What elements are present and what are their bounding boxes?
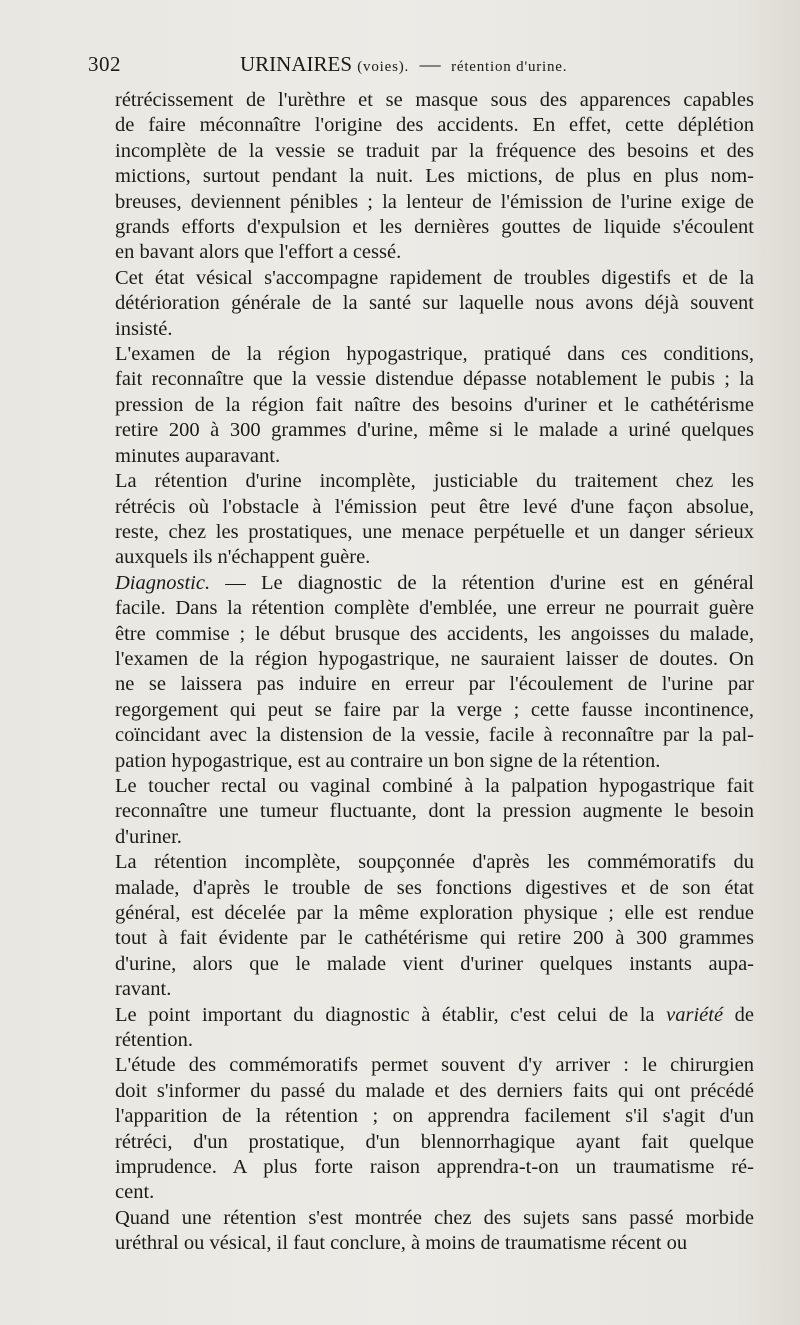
- italic-term: variété: [666, 1003, 724, 1026]
- page-header: [88, 50, 756, 82]
- text-run: rétention.: [115, 1029, 193, 1052]
- paragraph: [88, 571, 754, 774]
- text-line: rétrécis où l'obstacle à l'émission peut être levé d'une façon absolue,: [115, 495, 754, 518]
- text-line: doit s'informer du passé du malade et des derniers faits qui ont précédé: [115, 1079, 754, 1102]
- text-line: général, est décelée par la même exploration physique ; elle est rendue: [115, 902, 754, 924]
- text-line: de faire méconnaître l'origine des accidents. En effet, cette déplétion: [115, 114, 754, 137]
- text-line: [88, 571, 754, 596]
- text-line: minutes auparavant.: [115, 444, 281, 467]
- text-line: tout à fait évidente par le cathétérisme qui retire 200 à 300 grammes: [115, 927, 754, 950]
- text-line: l'apparition de la rétention ; on apprendra facilement s'il s'agit d'un: [115, 1105, 754, 1128]
- paragraph: [88, 850, 754, 1002]
- paragraph: [88, 342, 754, 469]
- text-line: fait reconnaître que la vessie distendue dépasse notablement le pubis ; la: [115, 368, 754, 391]
- text-line: Le toucher rectal ou vaginal combiné à la palpation hypogastrique fait: [115, 774, 754, 797]
- text-line: La rétention d'urine incomplète, justiciable du traitement chez les: [115, 470, 754, 493]
- paragraph: [88, 774, 754, 850]
- text-run: — Le diagnostic de la rétention d'urine est en général: [210, 571, 754, 594]
- text-line: d'uriner.: [115, 825, 182, 848]
- running-head-subtitle: rétention d'urine.: [451, 59, 568, 75]
- running-head-dash: —: [419, 52, 441, 76]
- paragraph: [88, 1003, 754, 1054]
- text-line: regorgement qui peut se faire par la verge ; cette fausse incontinence,: [115, 698, 754, 721]
- text-line: La rétention incomplète, soupçonnée d'après les commémoratifs du: [115, 851, 754, 874]
- paragraph: [88, 1206, 754, 1257]
- text-line: malade, d'après le trouble de ses fonctions digestives et de son état: [115, 876, 754, 899]
- text-line: reste, chez les prostatiques, une menace perpétuelle et un danger sérieux: [115, 520, 754, 543]
- text-line: Quand une rétention s'est montrée chez des sujets sans passé morbide: [115, 1206, 754, 1229]
- text-line: cent.: [115, 1181, 155, 1204]
- text-line: breuses, deviennent pénibles ; la lenteur de l'émission de l'urine exige de: [115, 190, 754, 213]
- text-line: ravant.: [115, 978, 172, 1001]
- text-line: pation hypogastrique, est au contraire un bon signe de la rétention.: [115, 749, 661, 772]
- text-line: d'urine, alors que le malade vient d'uriner quelques instants aupa-: [115, 952, 754, 975]
- text-line: grands efforts d'expulsion et les dernières gouttes de liquide s'écoulent: [115, 216, 754, 239]
- text-line: pression de la région fait naître des besoins d'uriner et le cathétérisme: [115, 393, 754, 416]
- text-line: l'examen de la région hypogastrique, ne sauraient laisser de doutes. On: [115, 647, 754, 670]
- text-line: détérioration générale de la santé sur laquelle nous avons déjà souvent: [115, 292, 754, 315]
- text-line: retire 200 à 300 grammes d'urine, même si le malade a uriné quelques: [115, 419, 754, 442]
- text-line: insisté.: [115, 317, 173, 340]
- text-run: Le point important du diagnostic à établir, c'est celui de la: [115, 1003, 667, 1026]
- text-line: ne se laissera pas induire en erreur par l'écoulement de l'urine par: [115, 673, 754, 696]
- running-head-main: URINAIRES: [240, 52, 353, 76]
- text-line: imprudence. A plus forte raison apprendra-t-on un traumatisme ré-: [115, 1156, 754, 1179]
- text-line: mictions, surtout pendant la nuit. Les mictions, de plus en plus nom-: [115, 165, 754, 188]
- body-text: [88, 88, 754, 1257]
- text-line: uréthral ou vésical, il faut conclure, à moins de traumatisme récent ou: [115, 1232, 688, 1255]
- paragraph: [88, 88, 754, 266]
- text-line: rétréci, d'un prostatique, d'un blennorrhagique ayant fait quelque: [115, 1130, 754, 1153]
- text-line: coïncidant avec la distension de la vessie, facile à reconnaître par la pal-: [115, 724, 754, 747]
- text-line: rétrécissement de l'urèthre et se masque sous des apparences capables: [115, 89, 754, 111]
- text-line: reconnaître une tumeur fluctuante, dont la pression augmente le besoin: [115, 800, 754, 823]
- text-line: en bavant alors que l'effort a cessé.: [115, 241, 402, 264]
- section-heading-italic: Diagnostic.: [115, 571, 211, 594]
- paragraph: [88, 469, 754, 571]
- text-line: incomplète de la vessie se traduit par la fréquence des besoins et des: [115, 139, 754, 162]
- page-number: 302: [88, 52, 121, 76]
- text-line: Cet état vésical s'accompagne rapidement de troubles digestifs et de la: [115, 266, 754, 289]
- running-head-voies: (voies).: [357, 59, 410, 75]
- text-line: être commise ; le début brusque des accidents, les angoisses du malade,: [115, 622, 754, 645]
- text-line: facile. Dans la rétention complète d'emblée, une erreur ne pourrait guère: [115, 597, 754, 620]
- text-line: auxquels ils n'échappent guère.: [115, 546, 371, 569]
- text-line: [88, 1003, 754, 1028]
- text-line: L'examen de la région hypogastrique, pratiqué dans ces conditions,: [115, 343, 754, 366]
- text-run: de: [723, 1003, 754, 1026]
- paragraph: [88, 1053, 754, 1205]
- text-line: [88, 1028, 754, 1053]
- running-head: [240, 52, 567, 77]
- paragraph: [88, 266, 754, 342]
- text-line: L'étude des commémoratifs permet souvent d'y arriver : le chirurgien: [115, 1054, 754, 1077]
